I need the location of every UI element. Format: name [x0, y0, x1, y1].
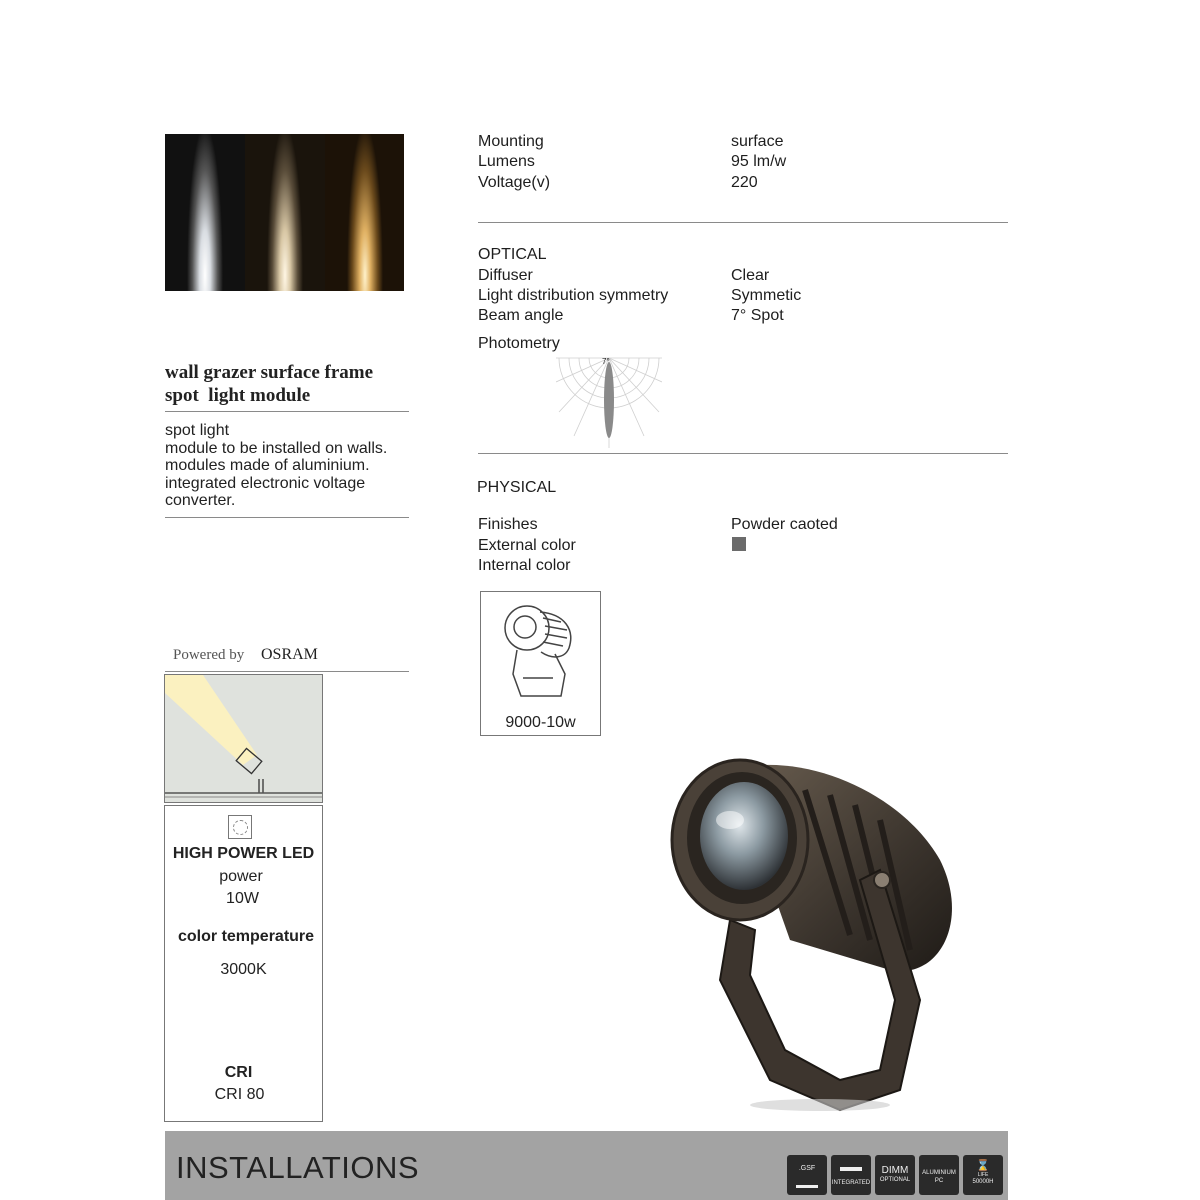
optical-label-symmetry: Light distribution symmetry	[478, 287, 669, 304]
beam-color-photo	[165, 134, 404, 291]
photometry-label: Photometry	[478, 335, 560, 352]
description-line: modules made of aluminium.	[165, 457, 370, 474]
product-line-drawing	[495, 600, 585, 704]
photometry-angle-label: 7°	[602, 357, 610, 366]
model-label: 9000-10w	[505, 714, 576, 731]
life-badge	[963, 1155, 1003, 1195]
integrated-badge-text: INTEGRATED	[831, 1180, 871, 1186]
power-label: power	[219, 868, 263, 885]
beam-shape	[604, 362, 614, 438]
divider-top	[478, 222, 1008, 223]
product-title-line1: wall grazer surface frame	[165, 362, 374, 383]
photometry-diagram	[556, 352, 662, 450]
optical-label-beam-angle: Beam angle	[478, 307, 564, 324]
installation-illustration	[164, 674, 323, 803]
hourglass-icon: ⌛	[976, 1160, 990, 1172]
optical-value-diffuser: Clear	[731, 267, 770, 284]
aluminium-badge	[919, 1155, 959, 1195]
spec-value-lumens: 95 lm/w	[731, 153, 787, 170]
led-heading: HIGH POWER LED	[172, 845, 315, 862]
description-line: spot light	[165, 422, 230, 439]
product-title	[165, 361, 373, 407]
physical-label-finishes: Finishes	[478, 516, 538, 533]
integrated-badge	[831, 1155, 871, 1195]
external-color-swatch	[732, 537, 746, 551]
physical-label-external-color: External color	[478, 537, 576, 554]
gsf-badge	[787, 1155, 827, 1195]
spec-value-mounting: surface	[731, 133, 784, 150]
life-badge-sub: 50000H	[972, 1179, 994, 1185]
led-chip-icon	[228, 815, 252, 839]
optical-label-diffuser: Diffuser	[478, 267, 533, 284]
description-line: converter.	[165, 492, 236, 509]
color-temperature-value: 3000K	[220, 961, 267, 978]
spec-label-mounting: Mounting	[478, 133, 544, 150]
dimm-badge	[875, 1155, 915, 1195]
optical-value-symmetry: Symmetic	[731, 287, 802, 304]
physical-value-finishes: Powder caoted	[731, 516, 838, 533]
spec-label-voltage: Voltage(v)	[478, 174, 551, 191]
color-temperature-label: color temperature	[178, 928, 315, 945]
description-line: module to be installed on walls.	[165, 439, 388, 457]
life-badge-text: LIFE	[977, 1172, 989, 1178]
warm-beam	[325, 134, 404, 291]
description-line: integrated electronic voltage	[165, 474, 366, 492]
aluminium-badge-text: ALUMINIUM	[922, 1170, 956, 1176]
product-photo	[670, 750, 970, 1120]
divider-powered	[165, 671, 409, 672]
neutral-beam	[245, 134, 325, 291]
powered-by-label: Powered by	[173, 647, 245, 663]
power-value: 10W	[226, 890, 259, 907]
product-description	[165, 422, 387, 510]
led-info-box	[164, 805, 323, 1122]
installations-heading: INSTALLATIONS	[176, 1150, 420, 1185]
cri-label: CRI	[224, 1064, 253, 1081]
cri-value: CRI 80	[214, 1086, 265, 1103]
physical-heading: PHYSICAL	[477, 479, 557, 496]
aluminium-badge-sub: PC	[934, 1178, 944, 1184]
cool-beam	[165, 134, 245, 291]
osram-brand: OSRAM	[261, 646, 318, 663]
wall-light-diagram	[165, 675, 322, 802]
dimm-badge-text: DIMM	[881, 1165, 909, 1176]
spec-label-lumens: Lumens	[478, 153, 535, 170]
divider-title	[165, 411, 409, 412]
optical-heading: OPTICAL	[478, 246, 547, 263]
model-thumbnail-box	[480, 591, 601, 736]
dimm-badge-sub: OPTIONAL	[879, 1177, 911, 1183]
optical-value-beam-angle: 7° Spot	[731, 307, 784, 324]
divider-optical	[478, 453, 1008, 454]
physical-label-internal-color: Internal color	[478, 557, 571, 574]
divider-description	[165, 517, 409, 518]
product-title-line2: spot light module	[165, 385, 311, 406]
gsf-badge-text: .GSF	[798, 1165, 816, 1172]
spec-value-voltage: 220	[731, 174, 758, 191]
